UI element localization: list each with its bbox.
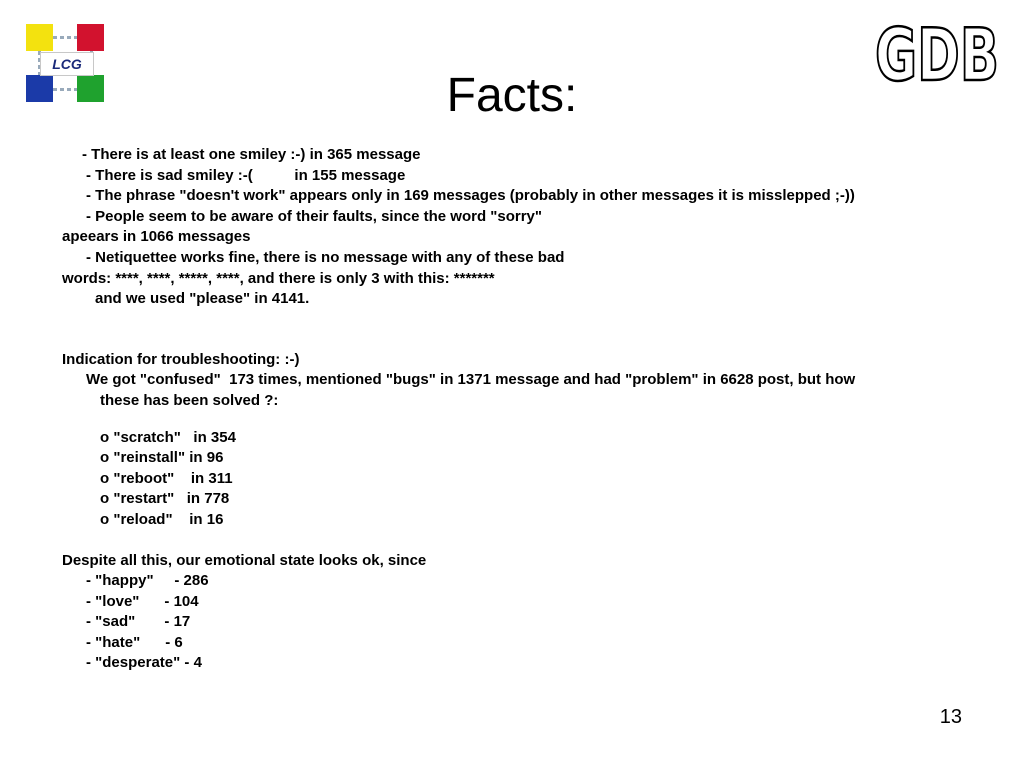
logo-connector — [53, 36, 77, 39]
troubleshooting-item: o "reload" in 16 — [100, 510, 224, 528]
emotion-item: - "desperate" - 4 — [86, 654, 202, 672]
troubleshooting-intro-line: We got "confused" 173 times, mentioned "bugs" in 1371 message and had "problem" in 6628 post, but how — [86, 371, 856, 389]
logo-red-square — [77, 24, 104, 51]
troubleshooting-intro-line: these has been solved ?: — [100, 391, 279, 409]
troubleshooting-item: o "scratch" in 354 — [100, 428, 236, 446]
fact-line: - There is sad smiley :-( in 155 message — [86, 166, 406, 184]
troubleshooting-item: o "restart" in 778 — [100, 490, 230, 508]
fact-line: words: ****, ****, *****, ****, and there is only 3 with this: ******* — [62, 269, 495, 287]
troubleshooting-heading: Indication for troubleshooting: :-) — [62, 350, 300, 368]
slide-title: Facts: — [446, 69, 578, 122]
fact-line: and we used "please" in 4141. — [95, 290, 310, 308]
logo-text: LCG — [40, 52, 94, 76]
emotion-item: - "sad" - 17 — [86, 613, 191, 631]
fact-line: apeears in 1066 messages — [62, 228, 251, 246]
fact-line: - The phrase "doesn't work" appears only in 169 messages (probably in other messages it is misslepped ;-)) — [86, 187, 855, 205]
emotions-heading: Despite all this, our emotional state looks ok, since — [62, 551, 427, 569]
fact-line: - People seem to be aware of their faults, since the word "sorry" — [86, 207, 543, 225]
emotion-item: - "love" - 104 — [86, 592, 199, 610]
emotion-item: - "hate" - 6 — [86, 633, 183, 651]
emotion-item: - "happy" - 286 — [86, 572, 209, 590]
troubleshooting-intro — [62, 370, 972, 411]
troubleshooting-item: o "reinstall" in 96 — [100, 449, 224, 467]
slide-body — [62, 145, 972, 674]
fact-line: - There is at least one smiley :-) in 365 message — [82, 146, 421, 163]
troubleshooting-item: o "reboot" in 311 — [100, 469, 233, 487]
logo-yellow-square — [26, 24, 53, 51]
fact-line: - Netiquettee works fine, there is no message with any of these bad — [86, 248, 565, 266]
gdb-badge-text: GDB — [875, 13, 999, 88]
slide-number: 13 — [939, 706, 962, 728]
